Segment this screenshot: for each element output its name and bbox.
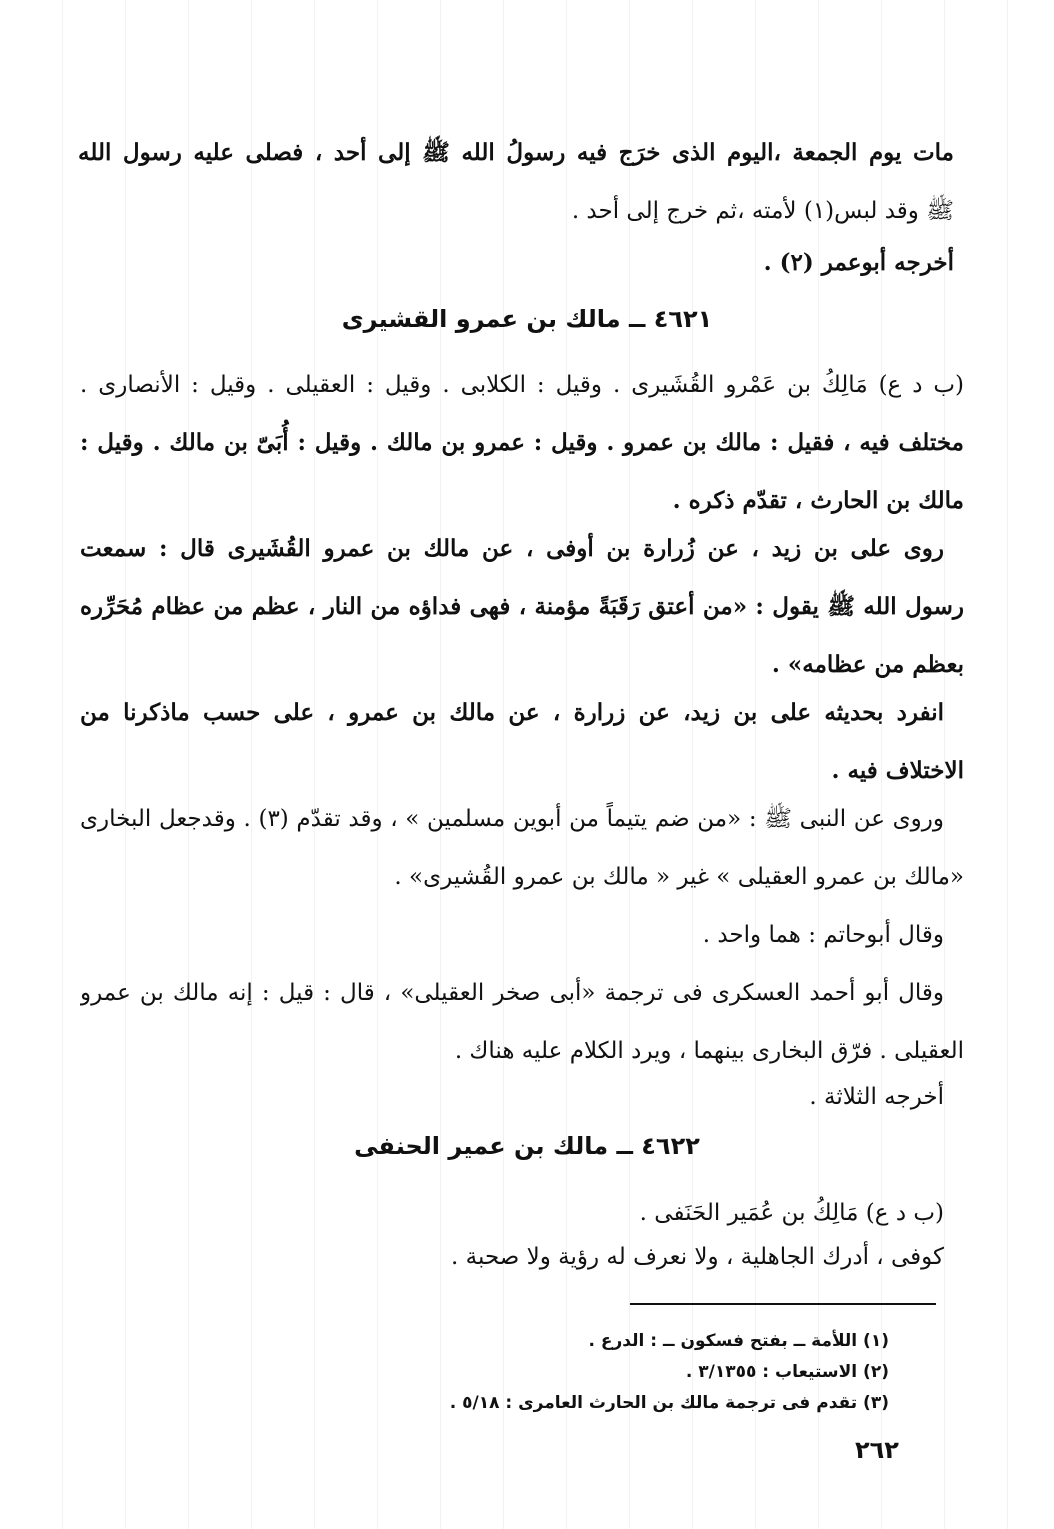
- entry-4621-paragraph-3: [80, 684, 964, 800]
- text-line: بعظم من عظامه» .: [771, 651, 964, 678]
- text-line: الاختلاف فيه .: [831, 757, 964, 784]
- text-line: انفرد بحديثه على بن زيد، عن زرارة ، عن مالك بن عمرو ، على حسب ماذكرنا من: [80, 699, 944, 726]
- text-line: كوفى ، أدرك الجاهلية ، ولا نعرف له رؤية ولا صحبة .: [451, 1244, 944, 1270]
- entry-4621-paragraph-7: [80, 1068, 944, 1126]
- text-line: ﷺ وقد لبس(١) لأمته ،ثم خرج إلى أحد .: [571, 198, 954, 224]
- footnotes: [329, 1326, 889, 1419]
- entry-4621-paragraph-1: [80, 356, 964, 530]
- footnote-2: (٢) الاستيعاب : ٣/١٣٥٥ .: [685, 1362, 889, 1382]
- text-line: أخرجه أبوعمر (٢) .: [763, 249, 954, 276]
- entry-4621-paragraph-2: [80, 520, 964, 694]
- page-number: ٢٦٢: [855, 1436, 899, 1464]
- entry-4621-paragraph-4: [80, 790, 964, 906]
- text-line: مات يوم الجمعة ،اليوم الذى خرَج فيه رسولُ الله ﷺ إلى أحد ، فصلى عليه رسول الله: [78, 139, 954, 166]
- text-line: وروى عن النبى ﷺ : «من ضم يتيماً من أبوين مسلمين » ، وقد تقدّم (٣) . وقدجعل البخارى: [80, 806, 944, 832]
- footnote-3: (٣) تقدم فى ترجمة مالك بن الحارث العامرى : ٥/١٨ .: [449, 1393, 889, 1413]
- entry-heading-4622: ٤٦٢٢ ــ مالك بن عمير الحنفى: [354, 1132, 700, 1160]
- text-line: وقال أبوحاتم : هما واحد .: [702, 922, 944, 948]
- text-line: العقيلى . فرّق البخارى بينهما ، ويرد الكلام عليه هناك .: [454, 1038, 964, 1064]
- text-line: (ب د ع) مَالِكُ بن عُمَير الحَنَفى .: [639, 1200, 944, 1226]
- text-line: روى على بن زيد ، عن زُرارة بن أوفى ، عن مالك بن عمرو القُشَيرى قال : سمعت: [80, 535, 944, 562]
- entry-heading-4621: ٤٦٢١ ــ مالك بن عمرو القشيرى: [341, 305, 713, 333]
- text-line: وقال أبو أحمد العسكرى فى ترجمة «أبى صخر العقيلى» ، قال : قيل : إنه مالك بن عمرو: [80, 980, 944, 1006]
- text-line: رسول الله ﷺ يقول : «من أعتق رَقَبَةً مؤمنة ، فهى فداؤه من النار ، عظم من عظام مُحَرِّره: [80, 593, 964, 620]
- entry-4621-paragraph-5: [80, 906, 944, 964]
- text-line: مختلف فيه ، فقيل : مالك بن عمرو . وقيل : عمرو بن مالك . وقيل : أُبَىّ بن مالك . وقيل :: [80, 429, 964, 456]
- text-line: مالك بن الحارث ، تقدّم ذكره .: [672, 487, 964, 514]
- footnote-divider: [630, 1303, 936, 1305]
- footnote-1: (١) اللأمة ــ بفتح فسكون ــ : الدرع .: [588, 1331, 889, 1351]
- text-line: «مالك بن عمرو العقيلى » غير « مالك بن عمرو القُشيرى» .: [394, 864, 964, 890]
- text-line: أخرجه الثلاثة .: [809, 1084, 944, 1110]
- entry-4621-paragraph-6: [80, 964, 964, 1080]
- continuation-paragraph: [78, 124, 954, 292]
- entry-4622-paragraph-2: [80, 1228, 944, 1286]
- text-line: (ب د ع) مَالِكُ بن عَمْرو القُشَيرى . وقيل : الكلابى . وقيل : العقيلى . وقيل : الأنصارى .: [80, 372, 964, 398]
